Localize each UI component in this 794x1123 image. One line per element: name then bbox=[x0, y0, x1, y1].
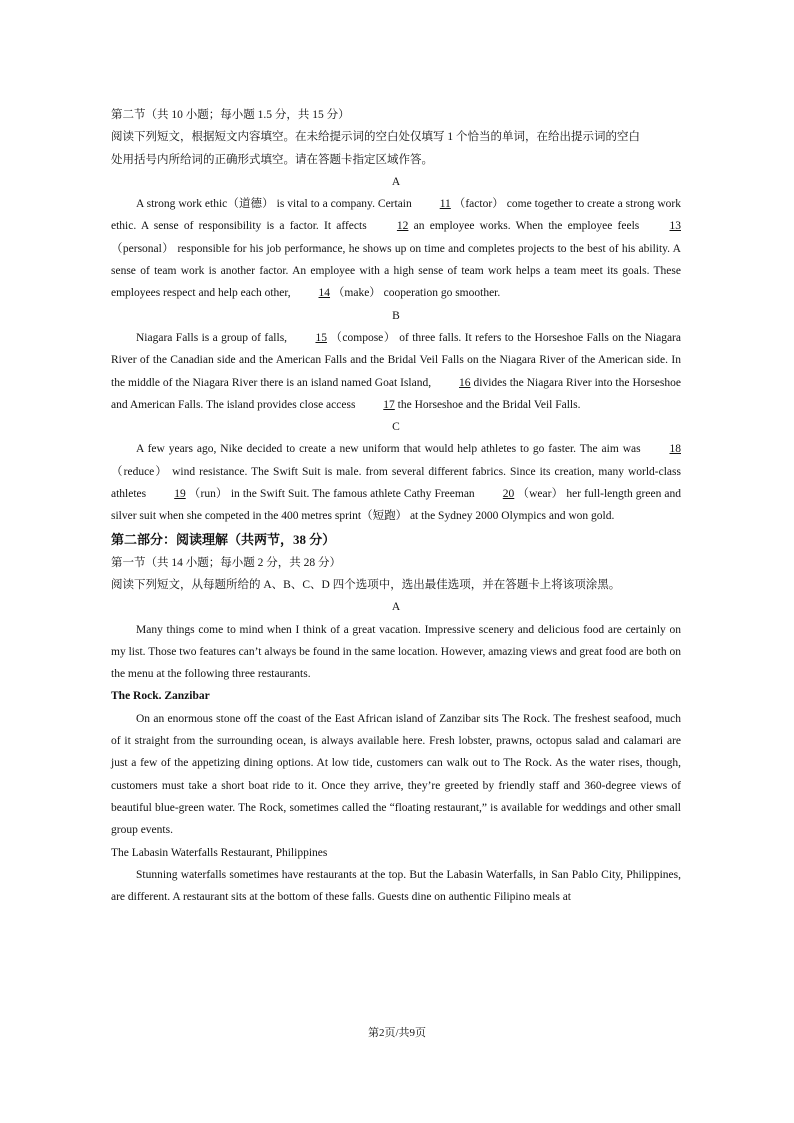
passage-a-text bbox=[111, 193, 681, 304]
blank-14: 14 bbox=[318, 287, 331, 300]
passage-c-segment: （reduce） wind resistance. The Swift Suit is male. from several different fabrics. Since its creation, many world-class athletes bbox=[111, 465, 681, 501]
blank-16: 16 bbox=[459, 376, 471, 389]
labasin-text: Stunning waterfalls sometimes have restaurants at the top. But the Labasin Waterfalls, in San Pablo City, Philippines, are different. A restaurant sits at the bottom of these falls. Guests dine on authentic Filipino meals at bbox=[111, 868, 681, 904]
passage-c-segment: （wear） her full-length green and silver suit when she competed in the 400 metres sprint（短跑） at the Sydney 2000 Olympics and won gold. bbox=[111, 488, 682, 523]
passage-a-segment: （make） cooperation go smoother. bbox=[330, 287, 501, 300]
section2-instruction-1: 阅读下列短文，根据短文内容填空。在未给提示词的空白处仅填写 1 个恰当的单词，在给出提示词的空白 bbox=[111, 131, 640, 144]
passage-a-segment: （factor） come together to create a strong work ethic. A sense of responsibility is a factor. It affects bbox=[111, 198, 681, 233]
blank-19: 19 bbox=[174, 488, 186, 501]
passage-a-segment: an employee works. When the employee feels bbox=[408, 220, 645, 233]
page-footer: 第2页/共9页 bbox=[367, 1027, 427, 1039]
passage-b-segment: divides the Niagara River into the Horseshoe and American Falls. The island provides close access bbox=[111, 376, 681, 411]
passage-a-segment: A strong work ethic（道德） is vital to a company. Certain bbox=[136, 198, 415, 211]
passage-b-text bbox=[111, 327, 681, 416]
part2-heading: 第二部分：阅读理解（共两节，38 分） bbox=[111, 531, 336, 547]
passage-c-text bbox=[111, 438, 681, 527]
section2-heading: 第二节（共 10 小题；每小题 1.5 分，共 15 分） bbox=[111, 109, 350, 121]
passage-a-label: A bbox=[391, 175, 401, 188]
rock-text: On an enormous stone off the coast of the East African island of Zanzibar sits The Rock. The freshest seafood, much of it straight from the surrounding ocean, is always available here. Fresh lobster, prawns, octopus salad and calamari are just a few of the appetizing dining options. At low tide, customers can walk out to The Rock. As the water rises, though, customers must take a short boat ride to it. Once they arrive, they’re greeted by friendly staff and 360-degree views of beautiful blue-green water. The Rock, sometimes called the “floating restaurant,” is available for weddings and other small group events. bbox=[111, 712, 681, 837]
rock-heading: The Rock. Zanzibar bbox=[111, 690, 210, 703]
passage-a-segment: （personal） responsible for his job performance, he shows up on time and completes projects to the best of his ability. A sense of team work is another factor. An employee with a high sense of team work helps a team meet its goals. These employees respect and help each other, bbox=[111, 242, 681, 300]
blank-15: 15 bbox=[315, 331, 327, 344]
passage-b-segment: Niagara Falls is a group of falls, bbox=[136, 331, 291, 344]
part2-instruction: 阅读下列短文，从每题所给的 A、B、C、D 四个选项中，选出最佳选项，并在答题卡上将该项涂黑。 bbox=[111, 578, 621, 591]
section2-instruction-2: 处用括号内所给词的正确形式填空。请在答题卡指定区域作答。 bbox=[111, 153, 433, 166]
reading-a-intro: Many things come to mind when I think of a great vacation. Impressive scenery and delicious food are certainly on my list. Those two features can’t always be found in the same location. However, amazing views and great food are both on the menu at the following three restaurants. bbox=[111, 623, 681, 681]
blank-11: 11 bbox=[439, 198, 451, 211]
passage-c-label: C bbox=[392, 421, 400, 434]
document-page bbox=[111, 104, 681, 908]
blank-17: 17 bbox=[383, 398, 395, 411]
passage-c-segment: A few years ago, Nike decided to create a new uniform that would help athletes to go faster. The aim was bbox=[136, 443, 645, 456]
blank-20: 20 bbox=[502, 488, 515, 501]
part2-section1-heading: 第一节（共 14 小题；每小题 2 分，共 28 分） bbox=[111, 556, 341, 569]
blank-12: 12 bbox=[396, 220, 409, 233]
blank-13: 13 bbox=[669, 220, 681, 233]
passage-b-segment: （compose） of three falls. It refers to the Horseshoe Falls on the Niagara River of the Canadian side and the American Falls and the Bridal Veil Falls on the Niagara River of the American side. In the middle of the Niagara River there is an island named Goat Island, bbox=[111, 331, 681, 389]
reading-a-label: A bbox=[391, 601, 401, 614]
blank-18: 18 bbox=[669, 443, 681, 456]
passage-c-segment: （run） in the Swift Suit. The famous athlete Cathy Freeman bbox=[185, 488, 478, 501]
passage-b-label: B bbox=[392, 309, 400, 322]
labasin-heading: The Labasin Waterfalls Restaurant, Philippines bbox=[111, 846, 328, 859]
passage-b-segment: the Horseshoe and the Bridal Veil Falls. bbox=[394, 398, 581, 411]
